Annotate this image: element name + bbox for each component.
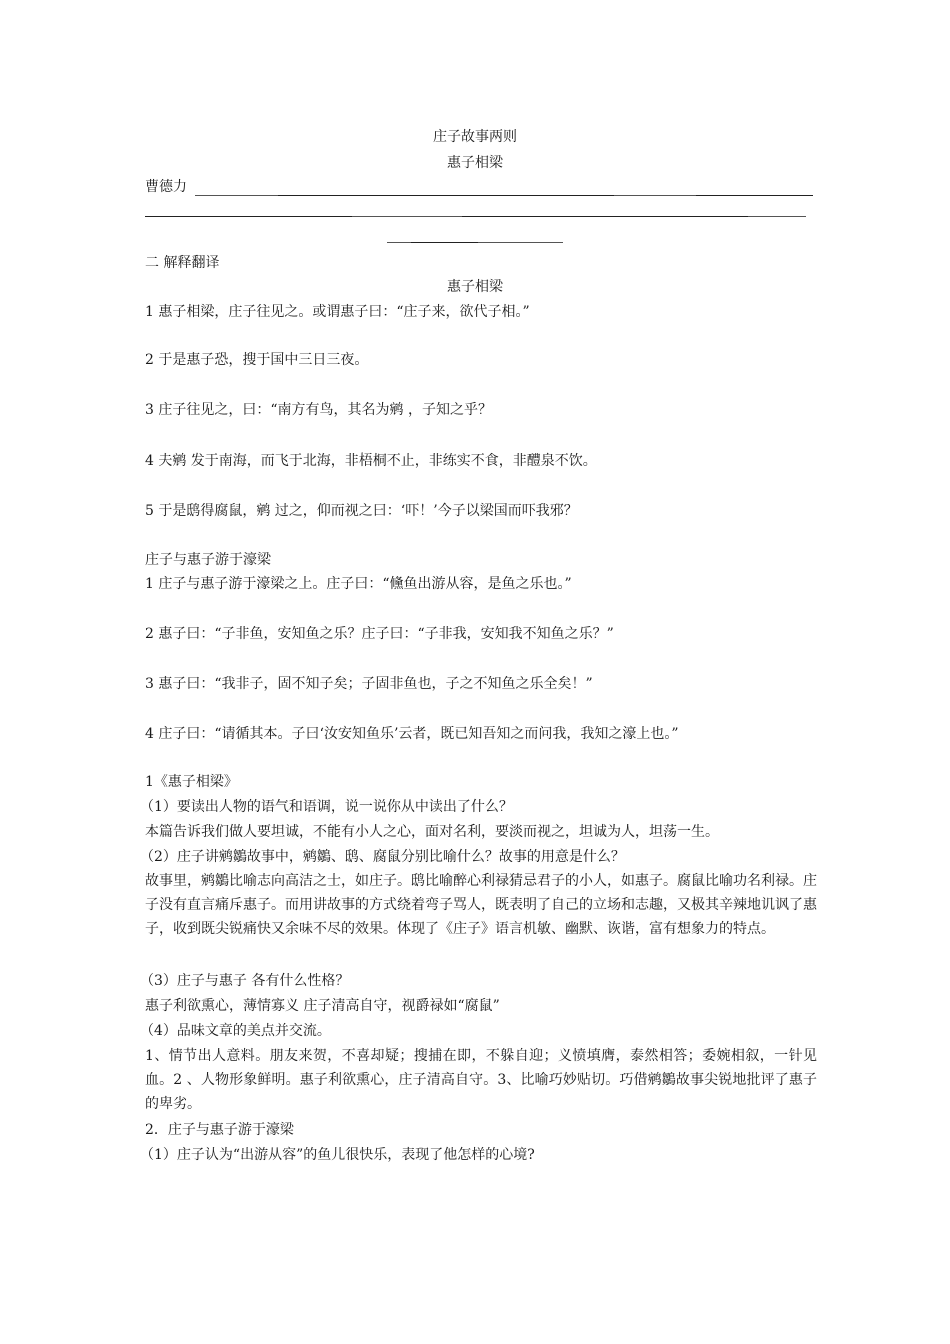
story1-line-1: 1 惠子相梁，庄子往见之。或谓惠子曰：“庄子来，欲代子相。” [145, 304, 530, 320]
story1-title: 惠子相梁 [447, 279, 503, 295]
blank-line [748, 216, 806, 217]
blank-line [145, 216, 353, 217]
author-name: 曹德力 [145, 179, 187, 195]
section-heading: 二 解释翻译 [145, 255, 220, 271]
blank-line [352, 216, 463, 217]
answer-3: 惠子利欲熏心，薄情寡义 庄子清高自守，视爵禄如“腐鼠” [145, 998, 500, 1014]
story2-title: 庄子与惠子游于濠梁 [145, 552, 271, 568]
story2-line-4: 4 庄子曰：“请循其本。子曰‘汝安知鱼乐’云者，既已知吾知之而问我，我知之濠上也。” [145, 726, 679, 742]
answer-1: 本篇告诉我们做人要坦诚，不能有小人之心，面对名利，要淡而视之，坦诚为人，坦荡一生。 [145, 824, 719, 840]
question-5: （1）庄子认为“出游从容”的鱼儿很快乐，表现了他怎样的心境? [140, 1147, 535, 1163]
blank-line [462, 216, 749, 217]
answer-4: 1、情节出人意料。朋友来贺，不喜却疑；搜捕在即，不躲自迎；义愤填膺，泰然相答；委婉相叙，一针见血。2 、人物形象鲜明。惠子利欲熏心，庄子清高自守。3、比喻巧妙贴切。巧借鹓鶵故事尖锐地批评了惠子的卑劣。 [145, 1048, 817, 1112]
analysis-part2-title: 2．庄子与惠子游于濠梁 [145, 1122, 294, 1138]
blank-line [387, 242, 411, 243]
blank-line [696, 195, 813, 196]
story2-line-2: 2 惠子曰：“子非鱼，安知鱼之乐？庄子曰：“子非我，安知我不知鱼之乐？” [145, 626, 614, 642]
story2-line-3: 3 惠子曰：“我非子，固不知子矣；子固非鱼也，子之不知鱼之乐全矣！” [145, 676, 593, 692]
story1-line-2: 2 于是惠子恐，搜于国中三日三夜。 [145, 352, 369, 368]
question-3: （3）庄子与惠子 各有什么性格？ [140, 973, 350, 989]
blank-line [614, 195, 698, 196]
document-title: 庄子故事两则 [433, 129, 517, 145]
analysis-part1-title: 1《惠子相梁》 [145, 774, 238, 790]
answer-2: 故事里，鹓鶵比喻志向高洁之士，如庄子。鸱比喻醉心利禄猜忌君子的小人，如惠子。腐鼠比喻功名利禄。庄子没有直言痛斥惠子。而用讲故事的方式绕着弯子骂人，既表明了自己的立场和志趣，又极其辛辣地讥讽了惠子，收到既尖锐痛快又余味不尽的效果。体现了《庄子》语言机敏、幽默、诙谐，富有想象力的特点。 [145, 873, 817, 937]
question-2: （2）庄子讲鹓鶵故事中，鹓鶵、鸱、腐鼠分别比喻什么？故事的用意是什么？ [140, 849, 625, 865]
blank-line [478, 242, 563, 243]
story1-line-5: 5 于是鸱得腐鼠，鹓 过之，仰而视之曰：‘吓！’今子以梁国而吓我邪？ [145, 503, 578, 519]
blank-line [195, 195, 280, 196]
story1-line-3: 3 庄子往见之，曰：“南方有鸟，其名为鹓 ，子知之乎？ [145, 402, 492, 418]
question-1: （1）要读出人物的语气和语调，说一说你从中读出了什么？ [140, 799, 513, 815]
blank-line [278, 195, 616, 196]
question-4: （4）品味文章的美点并交流。 [140, 1023, 331, 1039]
story1-line-4: 4 夫鹓 发于南海，而飞于北海，非梧桐不止，非练实不食，非醴泉不饮。 [145, 453, 597, 469]
story2-line-1: 1 庄子与惠子游于濠梁之上。庄子曰：“儵鱼出游从容，是鱼之乐也。” [145, 576, 572, 592]
document-subtitle: 惠子相梁 [447, 155, 503, 171]
blank-line [411, 242, 478, 243]
